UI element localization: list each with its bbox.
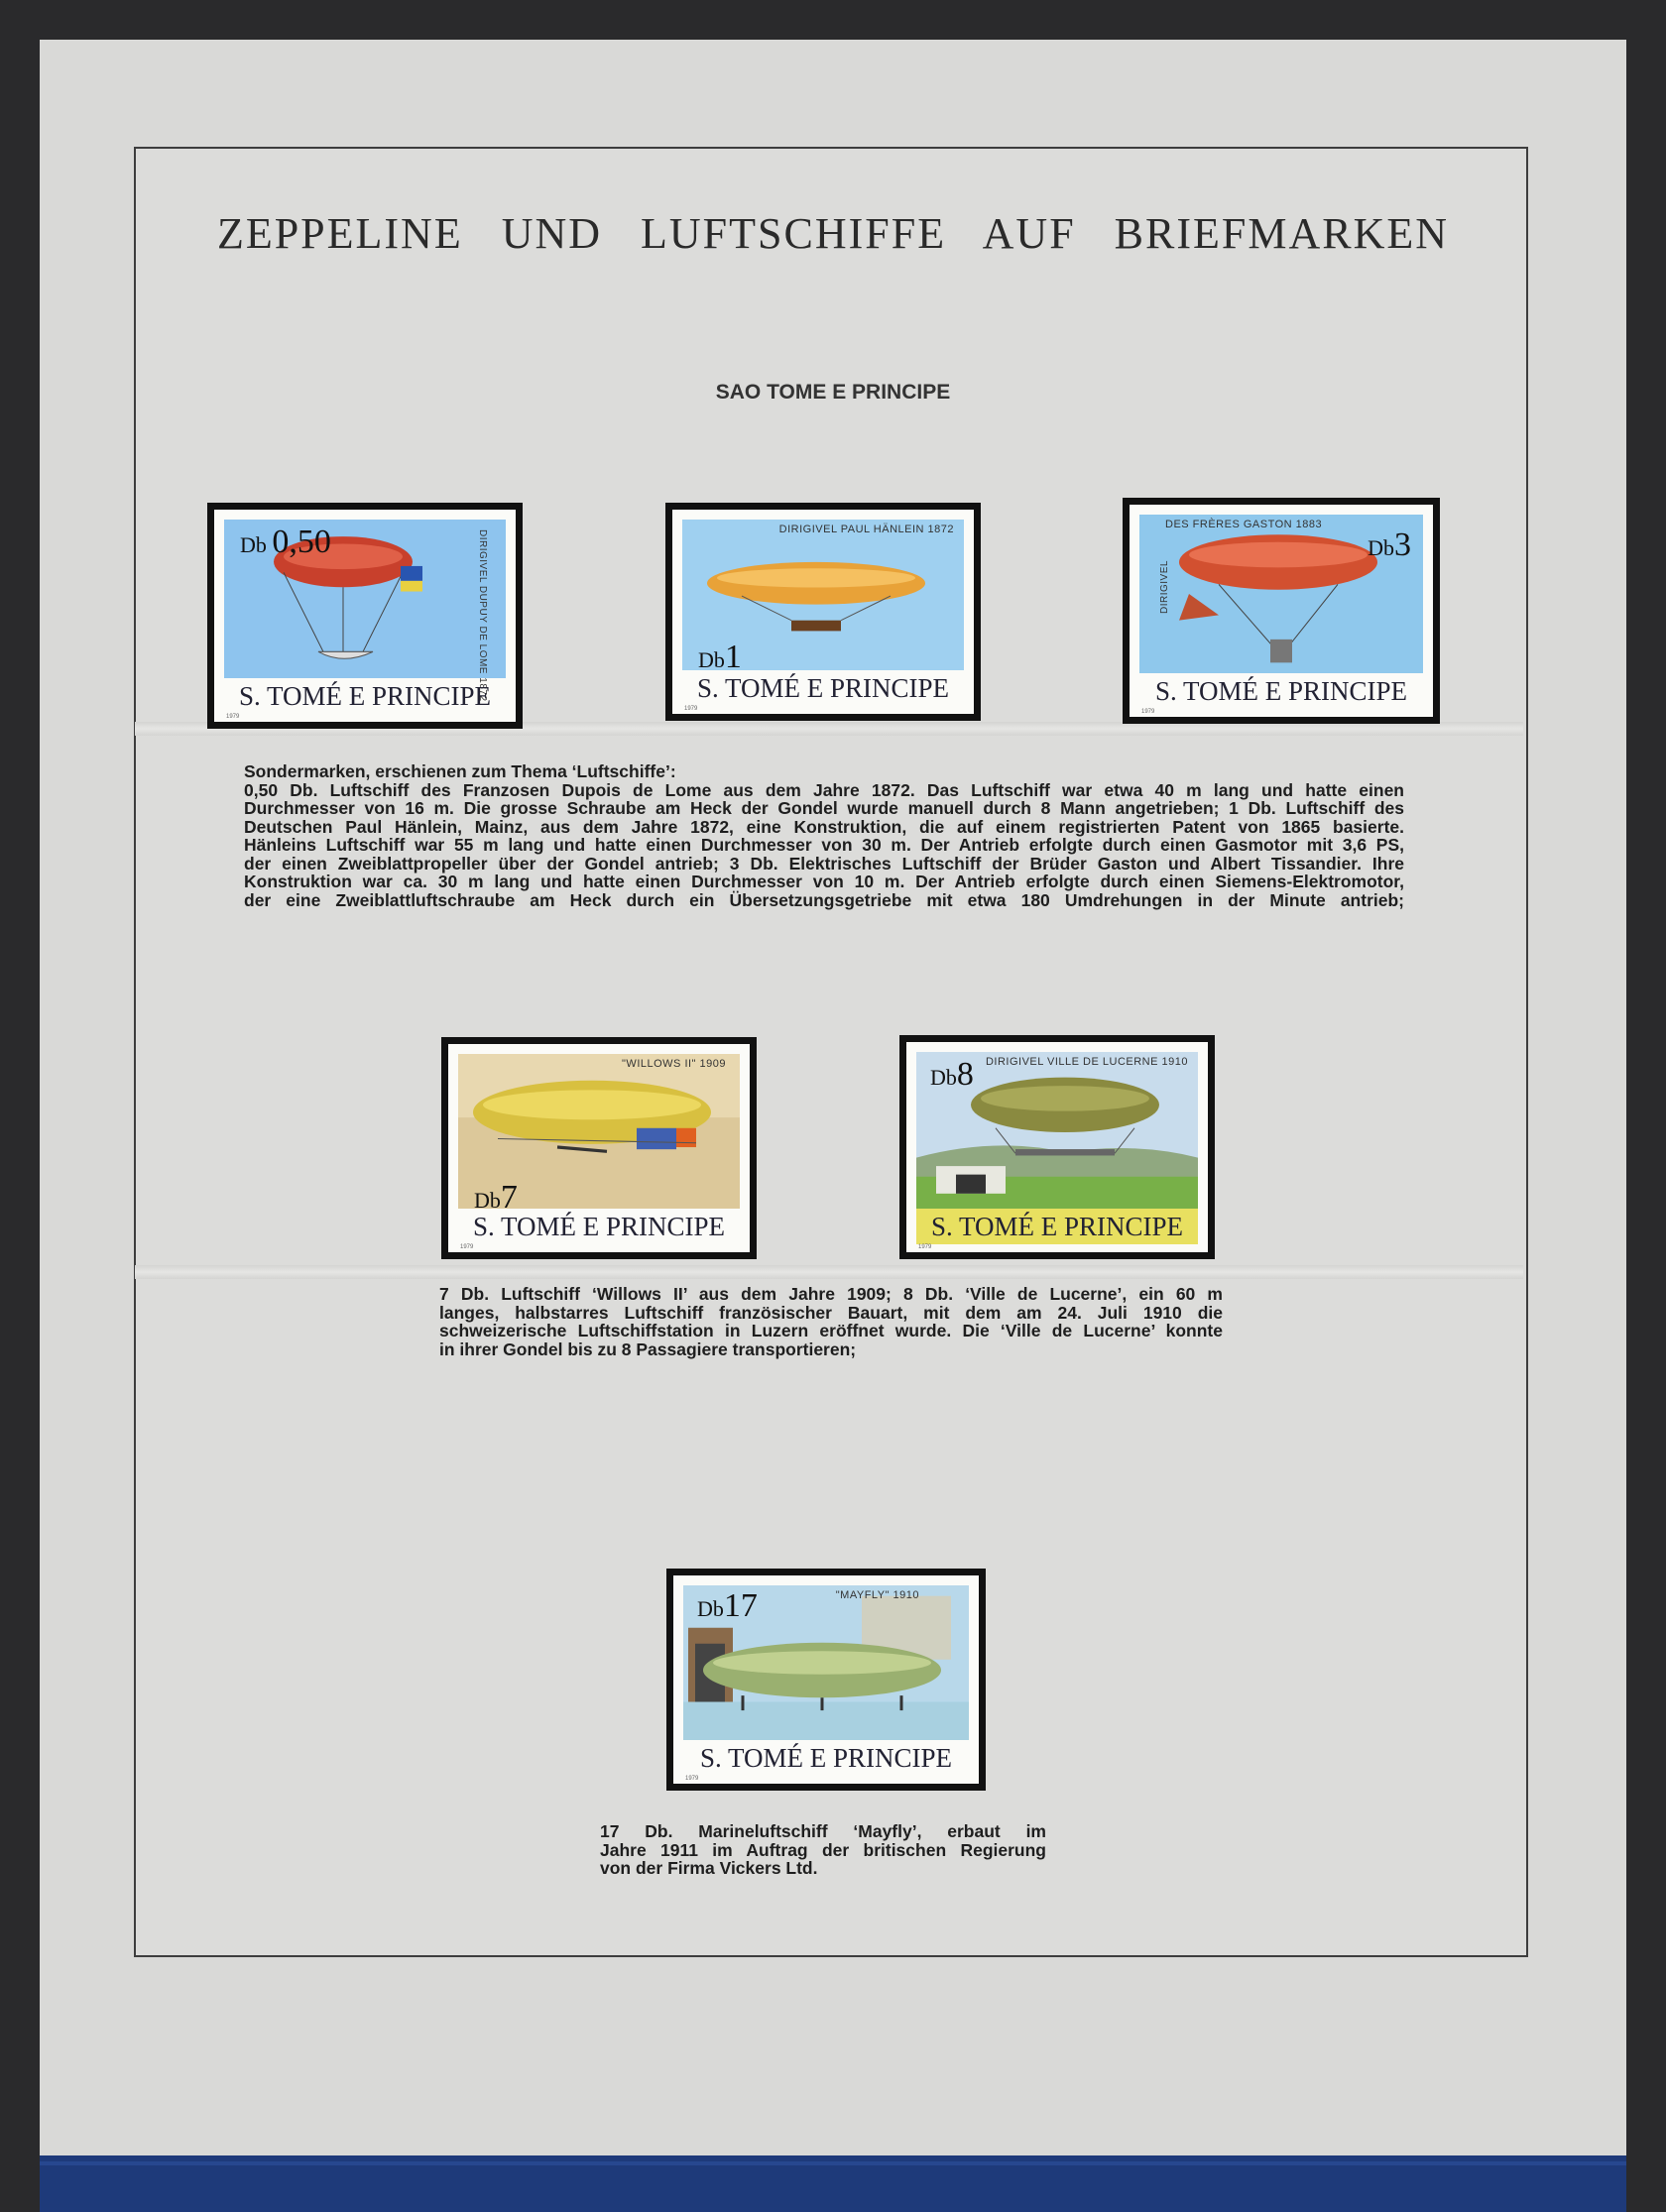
description-line: Hänleins Luftschiff war 55 m lang und hatte einen Durchmesser von 30 m. Der Antrieb erfolgte durch einen Gasmotor mit 3,6 PS, (244, 835, 1404, 855)
description-line: 0,50 Db. Luftschiff des Franzosen Dupois de Lome aus dem Jahre 1872. Das Luftschiff war etwa 40 m lang und hatte einen (244, 779, 1404, 800)
stamp-year: 1979 (684, 706, 698, 712)
stamp-year: 1979 (460, 1244, 474, 1250)
stamp-paul-haenlein (672, 510, 974, 714)
stamp-mount (899, 1035, 1215, 1259)
stamp-value: Db3 (1368, 526, 1411, 563)
stamp-country: S. TOMÉ E PRINCIPE (1154, 676, 1408, 706)
stamp-caption: DIRIGIVEL PAUL HÄNLEIN 1872 (778, 524, 954, 535)
stamp-freres-gaston (1130, 505, 1433, 717)
stamp-value: Db17 (697, 1587, 758, 1624)
description-line: in ihrer Gondel bis zu 8 Passagiere transportieren; (439, 1339, 857, 1359)
description-line: Deutschen Paul Hänlein, Mainz, aus dem Jahre 1872, eine Konstruktion, die auf einem registrierten Patent von 1865 basierte. (244, 816, 1404, 837)
stamp-country: S. TOMÉ E PRINCIPE (930, 1212, 1184, 1241)
description-line: Konstruktion war ca. 30 m lang und hatte einen Durchmesser von 10 m. Der Antrieb erfolgte durch einen Siemens-Elektromotor, (244, 872, 1404, 891)
stamp-caption: DIRIGIVEL VILLE DE LUCERNE 1910 (985, 1056, 1188, 1068)
stamp-mount (207, 503, 523, 729)
stamp-country: S. TOMÉ E PRINCIPE (696, 673, 950, 703)
stamp-year: 1979 (226, 714, 240, 720)
description-line: Durchmesser von 16 m. Die grosse Schraube am Heck der Gondel wurde manuell durch 8 Mann angetrieben; 1 Db. Luftschiff des (244, 798, 1404, 818)
stamp-caption: DES FRÈRES GASTON 1883 (1165, 519, 1323, 530)
stamp-value: Db8 (930, 1056, 974, 1093)
page-title: ZEPPELINE UND LUFTSCHIFFE AUF BRIEFMARKEN (216, 209, 1450, 258)
description-line: Jahre 1911 im Auftrag der britischen Regierung (600, 1839, 1046, 1860)
stamp-year: 1979 (1141, 709, 1155, 715)
binder-stripe (40, 2161, 1626, 2165)
stamp-year: 1979 (918, 1244, 932, 1250)
stamp-value: Db7 (474, 1179, 518, 1216)
stamp-caption-vertical: DIRIGIVEL (1159, 560, 1170, 614)
stamp-mount (1123, 498, 1440, 724)
stamp-willows-ii (448, 1044, 750, 1252)
stamp-mayfly (673, 1575, 979, 1784)
description-block-3 (600, 1822, 1046, 1878)
description-line: schweizerische Luftschiffstation in Luzern eröffnet wurde. Die ‘Ville de Lucerne’ konnte (439, 1321, 1223, 1340)
stamp-caption: "MAYFLY" 1910 (835, 1589, 919, 1601)
stamp-caption: DIRIGIVEL DUPUY DE LOME 1872 (477, 529, 488, 702)
description-line: von der Firma Vickers Ltd. (600, 1858, 818, 1878)
stamp-value: Db 0,50 (240, 524, 331, 560)
description-line: langes, halbstarres Luftschiff französischer Bauart, mit dem am 24. Juli 1910 die (439, 1302, 1223, 1323)
row-divider (135, 1265, 1523, 1279)
stamp-caption: "WILLOWS II" 1909 (622, 1058, 726, 1070)
description-line: der einen Zweiblattpropeller über der Gondel antrieb; 3 Db. Elektrisches Luftschiff der Brüder Gaston und Albert Tissandier. Ihre (244, 853, 1404, 873)
stamp-year: 1979 (685, 1776, 699, 1782)
description-line: 17 Db. Marineluftschiff ‘Mayfly’, erbaut im (600, 1821, 1046, 1841)
description-line: Sondermarken, erschienen zum Thema ‘Luftschiffe’: (244, 761, 676, 781)
stamp-mount (665, 503, 981, 721)
stamp-ville-de-lucerne (906, 1042, 1208, 1252)
stamp-country: S. TOMÉ E PRINCIPE (472, 1212, 726, 1241)
stamp-mount (666, 1569, 986, 1791)
stamp-value: Db1 (698, 639, 742, 675)
country-heading: SAO TOME E PRINCIPE (715, 381, 951, 404)
stamp-country: S. TOMÉ E PRINCIPE (238, 681, 492, 711)
stamp-country: S. TOMÉ E PRINCIPE (699, 1743, 953, 1773)
description-block-1 (244, 762, 1404, 909)
description-block-2 (439, 1285, 1223, 1358)
stamp-dupuy-de-lome (214, 510, 516, 722)
stamp-mount (441, 1037, 757, 1259)
description-line: 7 Db. Luftschiff ‘Willows II’ aus dem Jahre 1909; 8 Db. ‘Ville de Lucerne’, ein 60 m (439, 1284, 1223, 1304)
description-line: der eine Zweiblattluftschraube am Heck durch ein Übersetzungsgetriebe mit etwa 180 Umdrehungen in der Minute antrieb; (244, 889, 1404, 910)
